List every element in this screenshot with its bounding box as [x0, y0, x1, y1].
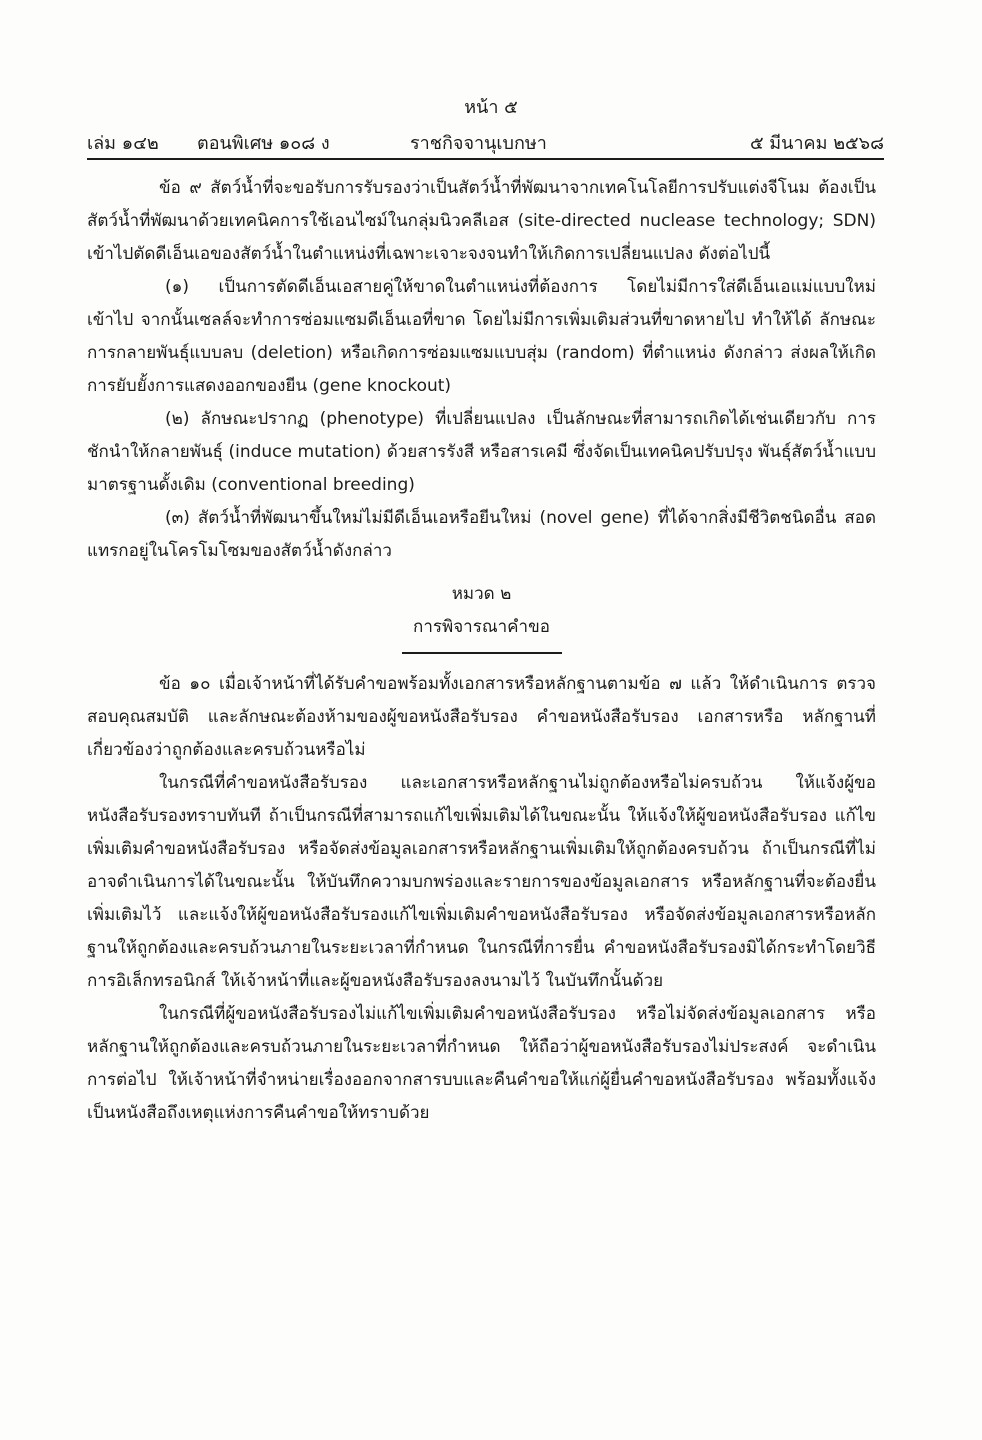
header-rule	[87, 158, 884, 160]
article-10-para-1: ข้อ ๑๐ เมื่อเจ้าหน้าที่ได้รับคำขอพร้อมทั้งเอกสารหรือหลักฐานตามข้อ ๗ แล้ว ให้ดำเนินการ ตรวจสอบคุณสมบัติ และลักษณะต้องห้ามของผู้ขอหนังสือรับรอง คำขอหนังสือรับรอง เอกสารหรือ หลักฐานที่เกี่ยวข้องว่าถูกต้องและครบถ้วนหรือไม่	[87, 674, 876, 760]
publication-date: ๕ มีนาคม ๒๕๖๘	[749, 133, 884, 154]
chapter-number: หมวด ๒	[451, 584, 512, 604]
article-10-para-2: ในกรณีที่คำขอหนังสือรับรอง และเอกสารหรือหลักฐานไม่ถูกต้องหรือไม่ครบถ้วน ให้แจ้งผู้ขอ หนังสือรับรองทราบทันที ถ้าเป็นกรณีที่สามารถแก้ไขเพิ่มเติมได้ในขณะนั้น ให้แจ้งให้ผู้ขอหนังสือรับรอง แก้ไขเพิ่มเติมคำขอหนังสือรับรอง หรือจัดส่งข้อมูลเอกสารหรือหลักฐานเพิ่มเติมให้ถูกต้องครบถ้วน ถ้าเป็นกรณีที่ไม่อาจดำเนินการได้ในขณะนั้น ให้บันทึกความบกพร่องและรายการของข้อมูลเอกสาร หรือหลักฐานที่จะต้องยื่นเพิ่มเติมไว้ และแจ้งให้ผู้ขอหนังสือรับรองแก้ไขเพิ่มเติมคำขอหนังสือรับรอง หรือจัดส่งข้อมูลเอกสารหรือหลักฐานให้ถูกต้องและครบถ้วนภายในระยะเวลาที่กำหนด ในกรณีที่การยื่น คำขอหนังสือรับรองมิได้กระทำโดยวิธีการอิเล็กทรอนิกส์ ให้เจ้าหน้าที่และผู้ขอหนังสือรับรองลงนามไว้ ในบันทึกนั้นด้วย	[87, 773, 876, 991]
gazette-header	[87, 128, 884, 156]
article-9-item-1: (๑) เป็นการตัดดีเอ็นเอสายคู่ให้ขาดในตำแหน่งที่ต้องการ โดยไม่มีการใส่ดีเอ็นเอแม่แบบใหม่ เข้าไป จากนั้นเซลล์จะทำการซ่อมแซมดีเอ็นเอที่ขาด โดยไม่มีการเพิ่มเติมส่วนที่ขาดหายไป ทำให้ได้ ลักษณะการกลายพันธุ์แบบลบ (deletion) หรือเกิดการซ่อมแซมแบบสุ่ม (random) ที่ตำแหน่ง ดังกล่าว ส่งผลให้เกิดการยับยั้งการแสดงออกของยีน (gene knockout)	[87, 277, 876, 396]
article-9-item-2: (๒) ลักษณะปรากฏ (phenotype) ที่เปลี่ยนแปลง เป็นลักษณะที่สามารถเกิดได้เช่นเดียวกับ การชักนำให้กลายพันธุ์ (induce mutation) ด้วยสารรังสี หรือสารเคมี ซึ่งจัดเป็นเทคนิคปรับปรุง พันธุ์สัตว์น้ำแบบมาตรฐานดั้งเดิม (conventional breeding)	[87, 409, 876, 495]
page-number: หน้า ๕	[464, 97, 518, 118]
article-9-intro: ข้อ ๙ สัตว์น้ำที่จะขอรับการรับรองว่าเป็นสัตว์น้ำที่พัฒนาจากเทคโนโลยีการปรับแต่งจีโนม ต้องเป็นสัตว์น้ำที่พัฒนาด้วยเทคนิคการใช้เอนไซม์ในกลุ่มนิวคลีเอส (site-directed nuclease technology; SDN) เข้าไปตัดดีเอ็นเอของสัตว์น้ำในตำแหน่งที่เฉพาะเจาะจงจนทำให้เกิดการเปลี่ยนแปลง ดังต่อไปนี้	[87, 178, 876, 264]
gazette-title: ราชกิจจานุเบกษา	[410, 133, 547, 154]
chapter-separator	[402, 652, 562, 654]
chapter-title: การพิจารณาคำขอ	[413, 617, 550, 637]
issue-label: ตอนพิเศษ ๑๐๘ ง	[197, 133, 330, 154]
article-9-item-3: (๓) สัตว์น้ำที่พัฒนาขึ้นใหม่ไม่มีดีเอ็นเอหรือยีนใหม่ (novel gene) ที่ได้จากสิ่งมีชีวิตชนิดอื่น สอดแทรกอยู่ในโครโมโซมของสัตว์น้ำดังกล่าว	[87, 508, 876, 561]
volume-label: เล่ม ๑๔๒	[87, 133, 159, 154]
document-body	[87, 172, 876, 1130]
article-10-para-3: ในกรณีที่ผู้ขอหนังสือรับรองไม่แก้ไขเพิ่มเติมคำขอหนังสือรับรอง หรือไม่จัดส่งข้อมูลเอกสาร หรือหลักฐานให้ถูกต้องและครบถ้วนภายในระยะเวลาที่กำหนด ให้ถือว่าผู้ขอหนังสือรับรองไม่ประสงค์ จะดำเนินการต่อไป ให้เจ้าหน้าที่จำหน่ายเรื่องออกจากสารบบและคืนคำขอให้แก่ผู้ยื่นคำขอหนังสือรับรอง พร้อมทั้งแจ้งเป็นหนังสือถึงเหตุแห่งการคืนคำขอให้ทราบด้วย	[87, 1004, 876, 1123]
